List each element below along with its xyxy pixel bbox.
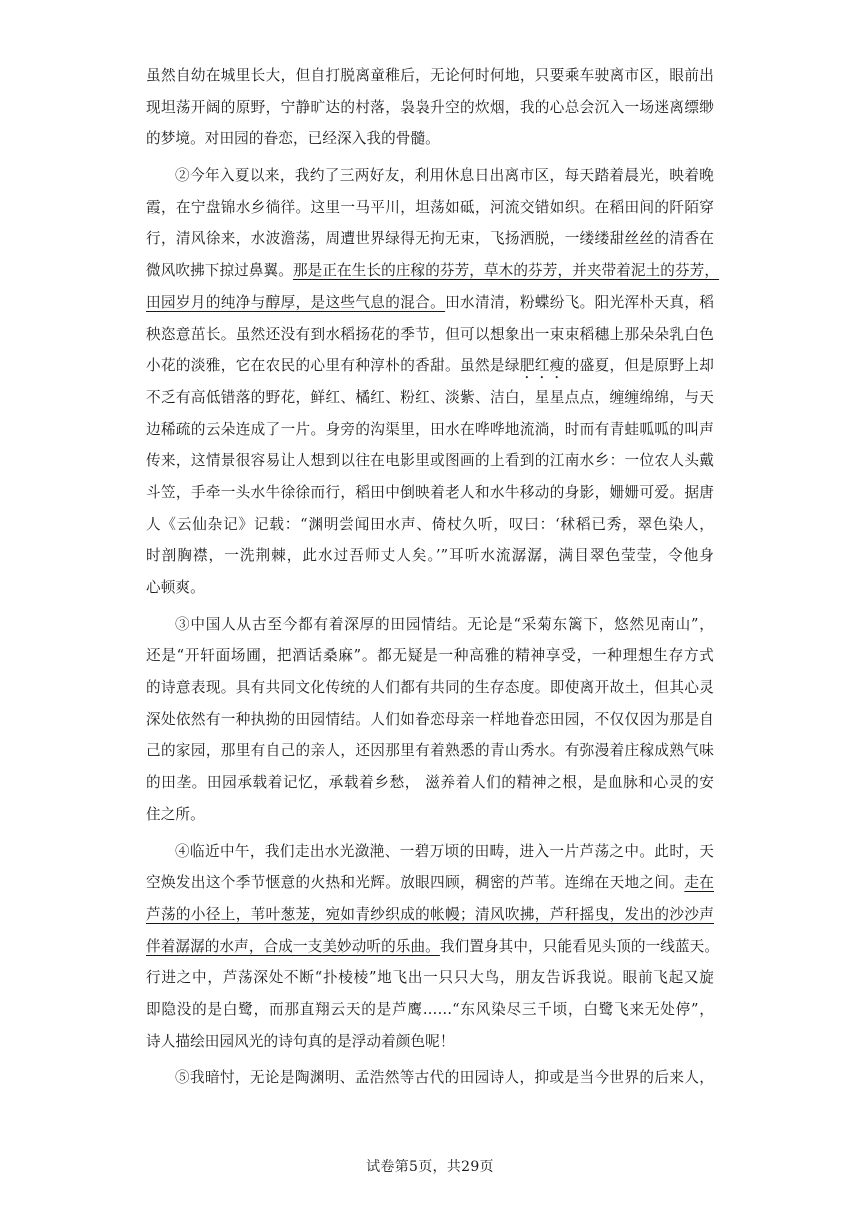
text-line: 住之所。 [146, 805, 205, 823]
text-line: 霞，在宁盘锦水乡徜徉。这里一马平川，坦荡如砥，河流交错如织。在稻田间的阡陌穿 [146, 198, 714, 216]
underlined-sentence: 伴着潺潺的水声，合成一支美妙动听的乐曲。 [146, 937, 440, 955]
paragraph-4 [146, 836, 720, 1058]
paragraph-1 [146, 60, 714, 155]
text-line: 斗笠，手牵一头水牛徐徐而行，稻田中倒映着老人和水牛移动的身影，姗姗可爱。据唐 [146, 483, 714, 501]
paragraph-5 [146, 1062, 714, 1094]
text-line: 虽然自幼在城里长大，但自打脱离童稚后，无论何时何地，只要乘车驶离市区，眼前出 [146, 67, 714, 84]
text-line [146, 287, 714, 319]
text-line: 的梦境。对田园的眷恋，已经深入我的骨髓。 [146, 130, 440, 148]
paragraph-3 [146, 609, 714, 831]
paragraph-2 [146, 160, 720, 604]
text-line [146, 255, 720, 287]
text-line [146, 899, 714, 931]
text-line: 的诗意表现。具有共同文化传统的人们都有共同的生存态度。即使离开故土，但其心灵 [146, 679, 714, 697]
text-line: 行，清风徐来，水波澹荡，周遭世界绿得无拘无束，飞扬洒脱，一缕缕甜丝丝的清香在 [146, 230, 714, 248]
text-line: 秧恣意茁长。虽然还没有到水稻扬花的季节，但可以想象出一束束稻穗上那朵朵乳白色 [146, 325, 714, 343]
text-line: 深处依然有一种执拗的田园情结。人们如眷恋母亲一样地眷恋田园，不仅仅因为那是自 [146, 710, 714, 728]
text-line: 现坦荡开阔的原野，宁静旷达的村落，袅袅升空的炊烟，我的心总会沉入一场迷离缥缈 [146, 98, 714, 116]
text-line: 诗人描绘田园风光的诗句真的是浮动着颜色呢！ [146, 1032, 455, 1050]
text-line [146, 867, 714, 899]
text-line: ②今年入夏以来，我约了三两好友，利用休息日出离市区，每天踏着晨光，映着晚 [175, 167, 714, 185]
text-line: 的田垄。田园承载着记忆，承载着乡愁， 滋养着人们的精神之根，是血脉和心灵的安 [146, 774, 714, 792]
underlined-sentence: 芦荡的小径上，苇叶葱茏，宛如青纱织成的帐幔；清风吹拂，芦秆摇曳，发出的沙沙声 [146, 905, 714, 923]
text-line: 传来，这情景很容易让人想到以往在电影里或图画的上看到的江南水乡：一位农人头戴 [146, 452, 714, 470]
text-line: ③中国人从古至今都有着深厚的田园情结。无论是“采菊东篱下，悠然见南山”， [175, 615, 714, 633]
text-segment: 的盛夏，但是原野上却 [564, 357, 714, 375]
text-line [146, 350, 714, 382]
text-segment: 我们置身其中，只能看见头顶的一线蓝天。 [439, 937, 720, 955]
text-line: 还是“开轩面场圃，把酒话桑麻”。都无疑是一种高雅的精神享受，一种理想生存方式 [146, 647, 714, 665]
text-line: 边稀疏的云朵连成了一片。身旁的沟渠里，田水在哗哗地流淌，时而有青蛙呱呱的叫声 [146, 420, 714, 438]
page-footer: 试卷第5页，共29页 [366, 1159, 494, 1175]
text-line: ④临近中午，我们走出水光潋滟、一碧万顷的田畴，进入一片芦荡之中。此时，天 [175, 842, 714, 860]
text-line: 即隐没的是白鹭，而那直翔云天的是芦鹰……“东风染尽三千顷，白鹭飞来无处停”， [146, 1000, 714, 1018]
text-line [146, 931, 720, 963]
text-line: ⑤我暗忖，无论是陶渊明、孟浩然等古代的田园诗人，抑或是当今世界的后来人， [175, 1069, 714, 1087]
text-line: 己的家园，那里有自己的亲人，还因那里有着熟悉的青山秀水。有弥漫着庄稼成熟气味 [146, 742, 714, 760]
text-line: 人《云仙杂记》记载：“渊明尝闻田水声、倚杖久听，叹曰：‘秫稻已秀，翠色染人， [146, 515, 714, 533]
underlined-sentence: 田园岁月的纯净与醇厚，是这些气息的混合。 [146, 293, 446, 311]
article-body [146, 60, 720, 1094]
text-segment: 空焕发出这个季节惬意的火热和光辉。放眼四顾，稠密的芦苇。连绵在天地之间。 [146, 874, 685, 892]
text-segment: 小花的淡雅，它在农民的心里有种淳朴的香甜。虽然是绿 [146, 357, 520, 375]
text-line: 心顿爽。 [146, 579, 205, 596]
text-segment: 微风吹拂下掠过鼻翼。 [146, 262, 293, 280]
text-segment: 田水清清，粉蝶纷飞。阳光浑朴天真，稻 [445, 293, 714, 311]
emphasized-word: 肥红瘦 [519, 357, 565, 375]
underlined-sentence: 走在 [684, 874, 714, 892]
text-line: 时剖胸襟，一洗荆棘，此水过吾师丈人矣。’”耳听水流潺潺，满目翠色莹莹，令他身 [146, 547, 714, 565]
underlined-sentence: 那是正在生长的庄稼的芬芳，草木的芬芳，并夹带着泥土的芬芳， [292, 262, 720, 280]
text-line: 行进之中，芦荡深处不断“扑棱棱”地飞出一只只大鸟，朋友告诉我说。眼前飞起又旋 [146, 969, 714, 987]
text-line: 不乏有高低错落的野花，鲜红、橘红、粉红、淡紫、洁白，星星点点，缠缠绵绵，与天 [146, 388, 714, 406]
